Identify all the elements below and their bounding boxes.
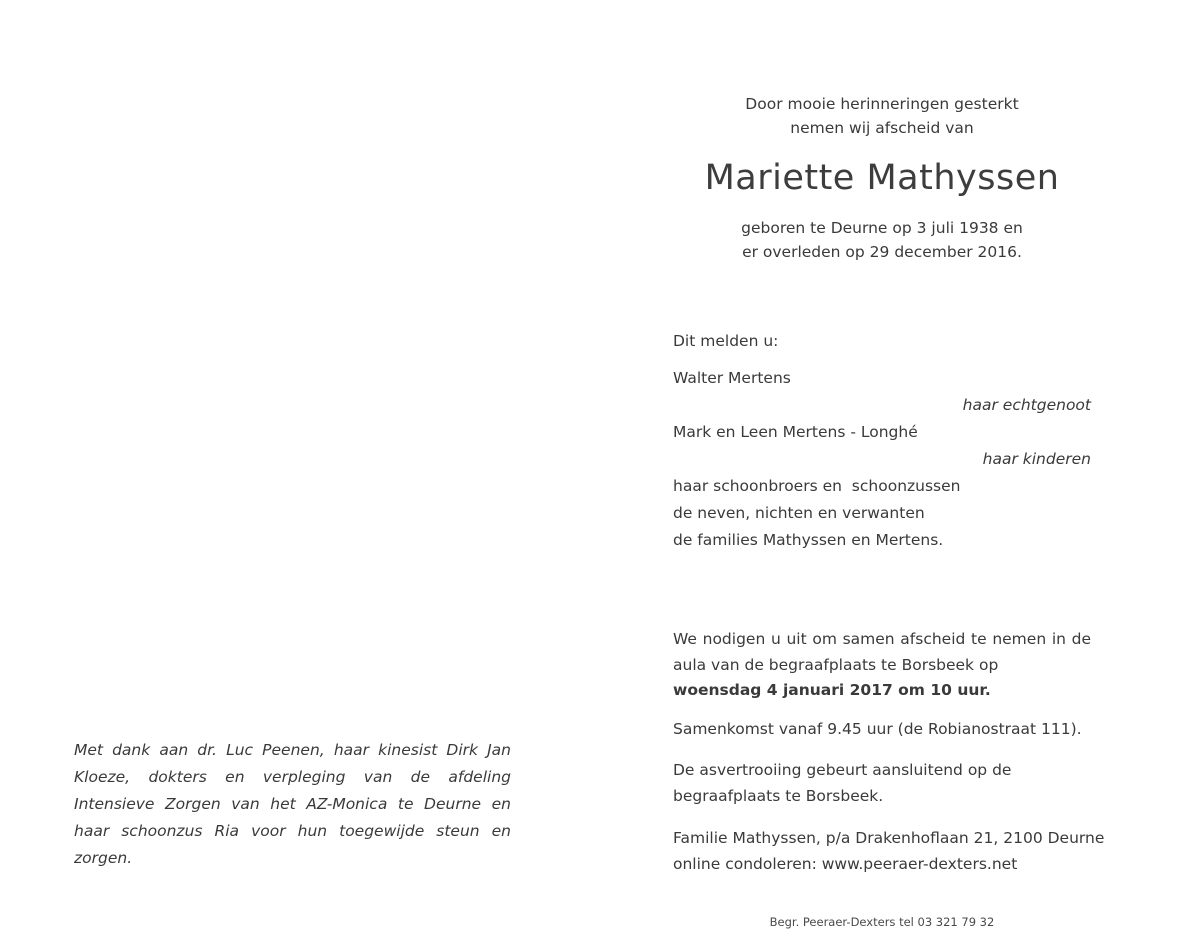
death-line: er overleden op 29 december 2016. (742, 243, 1022, 261)
family-address: Familie Mathyssen, p/a Drakenhoflaan 21, 2100 Deurne (673, 829, 1105, 847)
spouse-relation: haar echtgenoot (962, 396, 1091, 414)
children-names: Mark en Leen Mertens - Longhé (673, 423, 918, 441)
invitation-text: We nodigen u uit om samen afscheid te nemen in de aula van de begraafplaats te Borsbeek op (673, 630, 1091, 674)
life-dates (673, 216, 1091, 264)
intro-line-2: nemen wij afscheid van (790, 119, 974, 137)
spouse-name: Walter Mertens (673, 369, 791, 387)
children-relation: haar kinderen (982, 450, 1091, 468)
families-line: de families Mathyssen en Mertens. (673, 531, 944, 549)
family-list (673, 365, 1091, 554)
contact-info (673, 826, 1105, 877)
condolence-link: online condoleren: www.peeraer-dexters.net (673, 854, 1018, 873)
deceased-name: Mariette Mathyssen (704, 158, 1060, 198)
intro-text (673, 92, 1091, 140)
scattering-info: De asvertrooiing gebeurt aansluitend op de begraafplaats te Borsbeek. (673, 761, 1012, 805)
in-laws-line: haar schoonbroers en schoonzussen (673, 477, 961, 495)
ceremony-invitation (673, 627, 1091, 704)
birth-line: geboren te Deurne op 3 juli 1938 en (741, 219, 1023, 237)
announce-heading: Dit melden u: (673, 332, 779, 350)
intro-line-1: Door mooie herinneringen gesterkt (745, 95, 1019, 113)
acknowledgement-text: Met dank aan dr. Luc Peenen, haar kinesist Dirk Jan Kloeze, dokters en verpleging van de afdeling Intensieve Zorgen van het AZ-Monica te Deurne en haar schoonzus Ria voor hun toegewijde steun en zorgen. (74, 741, 511, 867)
relatives-line: de neven, nichten en verwanten (673, 504, 925, 522)
ceremony-datetime: woensdag 4 januari 2017 om 10 uur. (673, 681, 991, 699)
gathering-info: Samenkomst vanaf 9.45 uur (de Robianostraat 111). (673, 720, 1082, 738)
funeral-home-footer: Begr. Peeraer-Dexters tel 03 321 79 32 (769, 915, 995, 929)
